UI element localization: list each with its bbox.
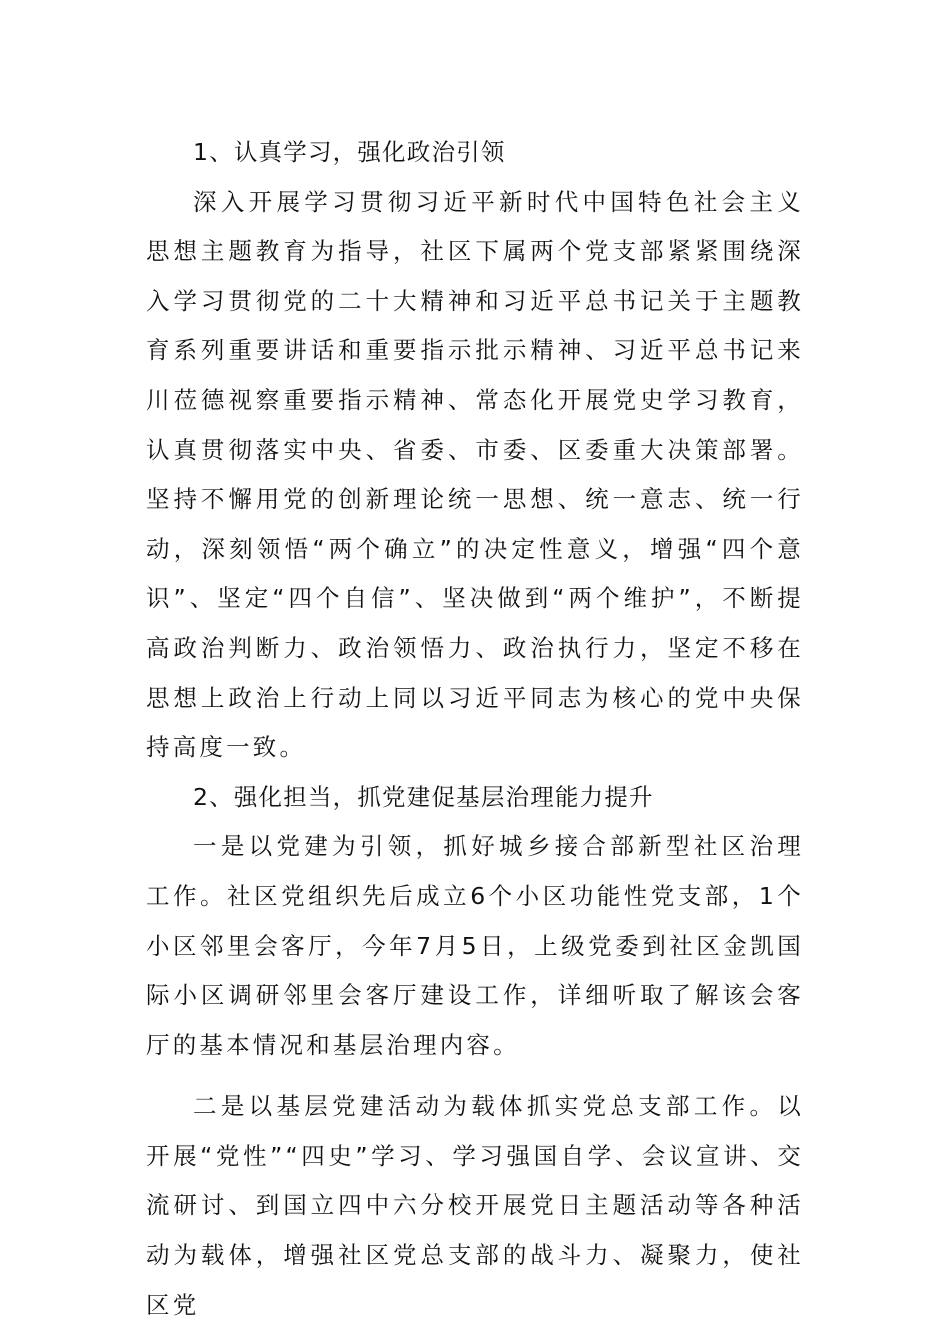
section-heading-2: 2、强化担当，抓党建促基层治理能力提升 (193, 782, 654, 811)
paragraph-community-governance: 一是以党建为引领，抓好城乡接合部新型社区治理工作。社区党组织先后成立6个小区功能性党支部，1个小区邻里会客厅，今年7月5日，上级党委到社区金凯国际小区调研邻里会客厅建设工作，详细听取了解该会客厅的基本情况和基层治理内容。 (146, 832, 804, 1059)
section-heading-1: 1、认真学习，强化政治引领 (193, 138, 506, 166)
document-page (146, 128, 804, 1330)
paragraph-political-study: 深入开展学习贯彻习近平新时代中国特色社会主义思想主题教育为指导，社区下属两个党支部紧紧围绕深入学习贯彻党的二十大精神和习近平总书记关于主题教育系列重要讲话和重要指示批示精神、习近平总书记来川莅德视察重要指示精神、常态化开展党史学习教育，认真贯彻落实中央、省委、市委、区委重大决策部署。坚持不懈用党的创新理论统一思想、统一意志、统一行动，深刻领悟“两个确立”的决定性意义，增强“四个意识”、坚定“四个自信”、坚决做到“两个维护”，不断提高政治判断力、政治领悟力、政治执行力，坚定不移在思想上政治上行动上同以习近平同志为核心的党中央保持高度一致。 (146, 187, 804, 762)
paragraph-party-activities: 二是以基层党建活动为载体抓实党总支部工作。以开展“党性”“四史”学习、学习强国自学、会议宣讲、交流研讨、到国立四中六分校开展党日主题活动等各种活动为载体，增强社区党总支部的战斗力、凝聚力，使社区党 (146, 1092, 804, 1319)
